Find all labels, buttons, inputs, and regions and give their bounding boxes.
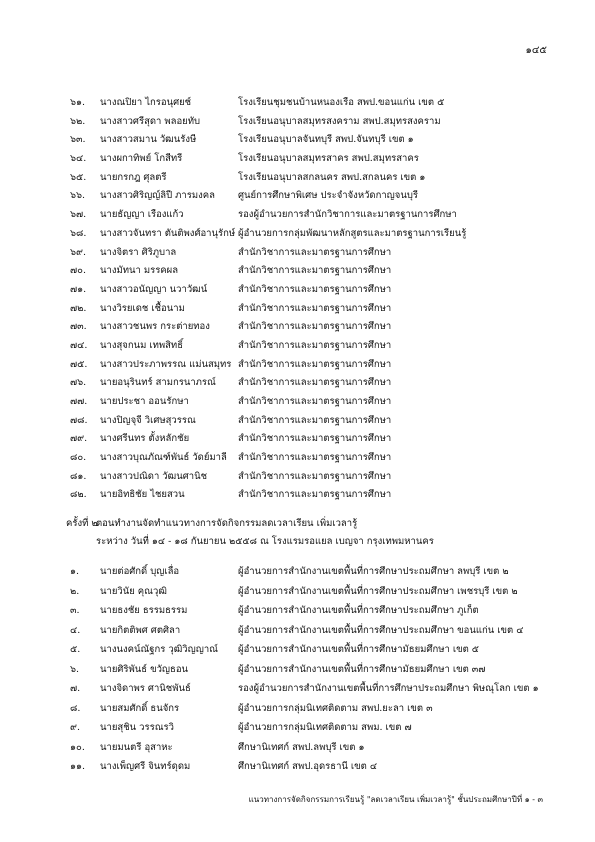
item-number: ๓. — [70, 605, 80, 616]
list-item — [70, 135, 570, 154]
list-item — [70, 606, 570, 626]
item-number: ๖. — [70, 663, 80, 675]
list-item — [70, 322, 570, 341]
list-item — [70, 665, 570, 685]
person-position: สำนักวิชาการและมาตรฐานการศึกษา — [238, 283, 392, 295]
person-name: นายอิทธิชัย ไชยสวน — [100, 489, 185, 501]
list-item — [70, 723, 570, 743]
list-item — [70, 360, 570, 379]
list-item — [70, 173, 570, 192]
person-name: นายศิริพันธ์ ขวัญธอน — [100, 663, 189, 675]
item-number: ๙. — [70, 722, 80, 733]
person-name: นางสุจกนม เทพสิทธิ์ — [100, 339, 183, 351]
person-name: นายสุชิน วรรณรวิ — [100, 722, 174, 733]
item-number: ๕. — [70, 644, 81, 655]
item-number: ๗๕. — [70, 358, 88, 370]
list-item — [70, 154, 570, 173]
person-position: ผู้อำนวยการสำนักงานเขตพื้นที่การศึกษาประถมศึกษา ลพบุรี เขต ๒ — [238, 566, 509, 577]
list-item — [70, 304, 570, 323]
item-number: ๗. — [70, 683, 81, 694]
list-item — [70, 416, 570, 435]
person-name: นายวินัย คุณวุฒิ — [100, 585, 167, 597]
list-item — [70, 743, 570, 763]
person-position: ผู้อำนวยการสำนักงานเขตพื้นที่การศึกษาประถมศึกษา ขอนแก่น เขต ๔ — [238, 624, 524, 636]
list-item — [70, 191, 570, 210]
list-item — [70, 341, 570, 360]
section-dates: ระหว่าง วันที่ ๑๔ - ๑๘ กันยายน ๒๕๕๘ ณ โรงแรมรอแยล เบญจา กรุงเทพมหานคร — [96, 536, 434, 547]
person-name: นางปิญจุจี วิเศษสุวรรณ — [100, 414, 196, 426]
list-item — [70, 266, 570, 285]
person-name: นางสาวศิริญญ์ลิปี ภารมงคล — [100, 190, 215, 202]
item-number: ๖๔. — [70, 153, 87, 165]
section-title: ตอนทำงานจัดทำแนวทางการจัดกิจกรรมลดเวลาเรียน เพิ่มเวลารู้ — [96, 518, 358, 529]
list-item — [70, 397, 570, 416]
item-number: ๗๗. — [70, 396, 88, 407]
person-name: นางณปิยา ไกรอนุศยช์ — [100, 97, 192, 108]
person-position: สำนักวิชาการและมาตรฐานการศึกษา — [238, 452, 392, 464]
person-position: สำนักวิชาการและมาตรฐานการศึกษา — [238, 470, 392, 482]
item-number: ๖๙. — [70, 246, 87, 258]
person-position: โรงเรียนอนุบาลสกลนคร สพป.สกลนคร เขต ๑ — [238, 171, 426, 183]
list-item — [70, 645, 570, 665]
person-name: นางจิตรา ศิริภูบาล — [100, 246, 177, 258]
person-name: นางศรีนทร ตั้งหลักชัย — [100, 433, 190, 445]
person-name: นางสาวบุณภัณฑ์พันธ์ วัดย์มาลี — [100, 452, 227, 464]
list-item — [70, 472, 570, 491]
person-position: ผู้อำนวยการสำนักงานเขตพื้นที่การศึกษาประถมศึกษา ภูเก็ต — [238, 605, 479, 616]
person-name: นายสมศักดิ์ ธนจักร — [100, 702, 180, 714]
person-position: สำนักวิชาการและมาตรฐานการศึกษา — [238, 489, 392, 501]
list-item — [70, 378, 570, 397]
list-item — [70, 434, 570, 453]
person-position: สำนักวิชาการและมาตรฐานการศึกษา — [238, 321, 392, 333]
person-position: ผู้อำนวยการกลุ่มนิเทศติดตาม สพป.ยะลา เขต ๓ — [238, 702, 433, 714]
person-name: นางเพ็ญศรี จินทร์ดุดม — [100, 761, 191, 772]
member-list-2 — [70, 567, 570, 782]
item-number: ๗๓. — [70, 321, 87, 333]
person-position: ผู้อำนวยการสำนักงานเขตพื้นที่การศึกษามัธยมศึกษา เขต ๓๗ — [238, 663, 486, 675]
list-item — [70, 626, 570, 646]
member-list-1 — [70, 98, 570, 509]
person-position: โรงเรียนอนุบาลจันทบุรี สพป.จันทบุรี เขต ๑ — [238, 134, 414, 146]
item-number: ๗๙. — [70, 433, 88, 445]
item-number: ๘๑. — [70, 470, 87, 482]
item-number: ๖๕. — [70, 171, 87, 183]
list-item — [70, 98, 570, 117]
person-position: สำนักวิชาการและมาตรฐานการศึกษา — [238, 396, 392, 407]
person-position: ผู้อำนวยการกลุ่มนิเทศติดตาม สพม. เขต ๗ — [238, 722, 412, 733]
item-number: ๑๑. — [70, 761, 86, 772]
item-number: ๒. — [70, 585, 80, 597]
person-name: นายธัญญา เรืองแก้ว — [100, 209, 184, 221]
person-position: โรงเรียนอนุบาลสมุทรสงคราม สพป.สมุทรสงคราม — [238, 115, 441, 127]
person-name: นายอนุรินทร์ สามกรนาภรณ์ — [100, 377, 216, 389]
person-name: นางสาวอนัญญา นวาวัฒน์ — [100, 283, 208, 295]
item-number: ๑๐. — [70, 741, 85, 753]
item-number: ๗๘. — [70, 414, 88, 426]
person-name: นางจิดาพร ศานิชพันธ์ — [100, 683, 191, 694]
person-name: นางมัทนา มรรคผล — [100, 265, 179, 277]
person-name: นางสาวชนพร กระต่ายทอง — [100, 321, 210, 333]
item-number: ๖๗. — [70, 209, 87, 221]
person-name: นางสาวปณิดา วัฒนศานิช — [100, 470, 208, 482]
list-item — [70, 285, 570, 304]
item-number: ๑. — [70, 566, 80, 577]
list-item — [70, 704, 570, 724]
person-position: สำนักวิชาการและมาตรฐานการศึกษา — [238, 377, 392, 389]
list-item — [70, 117, 570, 136]
person-name: นางสาวศรีสุดา พลอยทับ — [100, 115, 201, 127]
list-item — [70, 248, 570, 267]
item-number: ๖๒. — [70, 115, 86, 127]
person-name: นางสาวจันทรา ตันติพงศ์อานุรักษ์ — [100, 227, 236, 239]
person-name: นายกิตติพศ ศตศิลา — [100, 624, 181, 636]
list-item — [70, 453, 570, 472]
item-number: ๘๐. — [70, 452, 87, 464]
person-position: สำนักวิชาการและมาตรฐานการศึกษา — [238, 265, 392, 277]
person-position: สำนักวิชาการและมาตรฐานการศึกษา — [238, 246, 392, 258]
item-number: ๗๐. — [70, 265, 86, 277]
list-item — [70, 587, 570, 607]
person-name: นางนงคน์ณัฐกร วุฒิวิญญาณ์ — [100, 644, 218, 655]
person-name: นางสาวประภาพรรณ แม่นสมุทร — [100, 358, 232, 370]
person-position: สำนักวิชาการและมาตรฐานการศึกษา — [238, 414, 392, 426]
person-position: ศึกษานิเทศก์ สพป.ลพบุรี เขต ๑ — [238, 741, 365, 753]
person-position: สำนักวิชาการและมาตรฐานการศึกษา — [238, 302, 392, 314]
person-position: ศูนย์การศึกษาพิเศษ ประจำจังหวัดกาญจนบุรี — [238, 190, 418, 202]
person-name: นางผกาทิพย์ โกสีทรี — [100, 153, 183, 165]
person-name: นายธงชัย ธรรมธรรม — [100, 605, 188, 616]
person-name: นายประชา ออนรักษา — [100, 396, 189, 407]
person-position: ผู้อำนวยการสำนักงานเขตพื้นที่การศึกษาประถมศึกษา เพชรบุรี เขต ๒ — [238, 585, 518, 597]
person-position: สำนักวิชาการและมาตรฐานการศึกษา — [238, 358, 392, 370]
person-name: นางวิรยเดช เชื้อนาม — [100, 302, 185, 314]
item-number: ๖๖. — [70, 190, 86, 202]
item-number: ๘๒. — [70, 489, 87, 501]
item-number: ๖๘. — [70, 227, 87, 239]
item-number: ๗๒. — [70, 302, 87, 314]
person-position: โรงเรียนอนุบาลสมุทรสาคร สพป.สมุทรสาคร — [238, 153, 419, 165]
person-name: นายกรกฎ ศุลตรี — [100, 171, 167, 183]
person-name: นายต่อศักดิ์ บุญเลื่อ — [100, 566, 180, 577]
person-position: ศึกษานิเทศก์ สพป.อุดรธานี เขต ๔ — [238, 761, 378, 772]
person-name: นายมนตรี อุสาหะ — [100, 741, 173, 753]
list-item — [70, 490, 570, 509]
item-number: ๘. — [70, 702, 81, 714]
page-number: ๑๔๕ — [525, 45, 547, 56]
person-name: นางสาวสมาน วัฒนรังษี — [100, 134, 197, 146]
person-position: สำนักวิชาการและมาตรฐานการศึกษา — [238, 339, 392, 351]
person-position: ผู้อำนวยการกลุ่มพัฒนาหลักสูตรและมาตรฐานการเรียนรู้ — [238, 227, 467, 239]
person-position: รองผู้อำนวยการสำนักงานเขตพื้นที่การศึกษาประถมศึกษา พิษณุโลก เขต ๑ — [238, 683, 539, 694]
list-item — [70, 762, 570, 782]
item-number: ๗๑. — [70, 283, 87, 295]
list-item — [70, 684, 570, 704]
person-position: โรงเรียนชุมชนบ้านหนองเรือ สพป.ขอนแก่น เขต ๕ — [238, 97, 445, 108]
section-label: ครั้งที่ ๒ — [66, 518, 98, 529]
person-position: สำนักวิชาการและมาตรฐานการศึกษา — [238, 433, 392, 445]
person-position: รองผู้อำนวยการสำนักวิชาการและมาตรฐานการศึกษา — [238, 209, 457, 221]
person-position: ผู้อำนวยการสำนักงานเขตพื้นที่การศึกษามัธยมศึกษา เขต ๕ — [238, 644, 479, 655]
item-number: ๗๔. — [70, 339, 88, 351]
item-number: ๖๓. — [70, 134, 86, 146]
item-number: ๖๑. — [70, 97, 86, 108]
list-item — [70, 567, 570, 587]
item-number: ๔. — [70, 624, 81, 636]
list-item — [70, 210, 570, 229]
list-item — [70, 229, 570, 248]
page-footer: แนวทางการจัดกิจกรรมการเรียนรู้ "ลดเวลาเรียน เพิ่มเวลารู้" ชั้นประถมศึกษาปีที่ ๑ - ๓ — [248, 795, 543, 804]
item-number: ๗๖. — [70, 377, 87, 389]
